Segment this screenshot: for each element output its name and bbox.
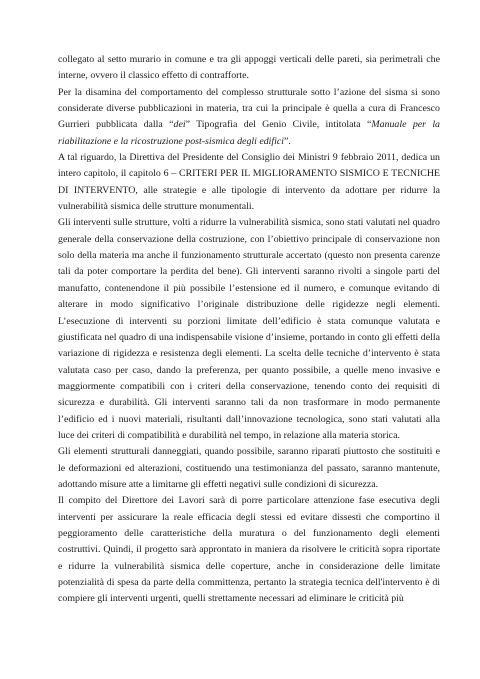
body-text (58, 52, 440, 608)
paragraph-2 (58, 85, 440, 150)
paragraph-2-text-c: ”. (284, 135, 291, 147)
paragraph-2-text-b: ” Tipografia del Genio Civile, intitolata “ (185, 119, 372, 131)
paragraph-2-text-a: Per la disamina del comportamento del complesso strutturale sotto l’azione del sisma si sono considerate diverse pubblicazioni in materia, tra cui la principale è quella a cura di Francesco Gurrieri pubblicata dalla “ (58, 86, 440, 131)
paragraph-4: Gli interventi sulle strutture, volti a ridurre la vulnerabilità sismica, sono stati valutati nel quadro generale della conservazione della costruzione, con l’obiettivo principale di conservazione non solo della materia ma anche il funzionamento strutturale accertato (questo non presenta carenze tali da poter comportare la perdita del bene). Gli interventi saranno rivolti a singole parti del manufatto, contenendone il più possibile l’estensione ed il numero, e comunque evitando di alterare in modo significativo l’originale distribuzione delle rigidezze negli elementi. L’esecuzione di interventi su porzioni limitate dell’edificio è stata comunque valutata e giustificata nel quadro di una indispensabile visione d’insieme, portando in conto gli effetti della variazione di rigidezza e resistenza degli elementi. La scelta delle tecniche d’intervento è stata valutata caso per caso, dando la preferenza, per quanto possibile, a quelle meno invasive e maggiormente compatibili con i criteri della conservazione, tenendo conto dei requisiti di sicurezza e durabilità. Gli interventi saranno tali da non trasformare in modo permanente l’edificio ed i nuovi materiali, risultanti dall’innovazione tecnologica, sono stati valutati alla luce dei criteri di compatibilità e durabilità nel tempo, in relazione alla materia storica. (58, 217, 440, 441)
publisher-name: dei (173, 119, 186, 131)
paragraph-1: collegato al setto murario in comune e tra gli appoggi verticali delle pareti, sia perimetrali che interne, ovvero il classico effetto di contrafforte. (58, 54, 440, 82)
book-title: Manuale per la riabilitazione e la ricostruzione post-sismica degli edifici (58, 119, 440, 147)
paragraph-3: A tal riguardo, la Direttiva del Presidente del Consiglio dei Ministri 9 febbraio 2011, dedica un intero capitolo, il capitolo 6 – CRITERI PER IL MIGLIORAMENTO SISMICO E TECNICHE DI INTERVENTO, alle strategie e alle tipologie di intervento da adottare per ridurre la vulnerabilità sismica delle strutture monumentali. (58, 152, 440, 213)
paragraph-5: Gli elementi strutturali danneggiati, quando possibile, saranno riparati piuttosto che sostituiti e le deformazioni ed alterazioni, costituendo una testimonianza del passato, saranno mantenute, adottando misure atte a limitarne gli effetti negativi sulle condizioni di sicurezza. (58, 446, 440, 490)
paragraph-6: Il compito del Direttore dei Lavori sarà di porre particolare attenzione fase esecutiva degli interventi per assicurare la reale efficacia degli stessi ed evitare dissesti che comportino il peggioramento delle caratteristiche della muratura o del funzionamento degli elementi costruttivi. Quindi, il progetto sarà approntato in maniera da risolvere le criticità sopra riportate e ridurre la vulnerabilità sismica delle coperture, anche in considerazione delle limitate potenzialità di spesa da parte della committenza, pertanto la strategia tecnica dell'intervento è di compiere gli interventi urgenti, quelli strettamente necessari ad eliminare le criticità più (58, 495, 440, 605)
